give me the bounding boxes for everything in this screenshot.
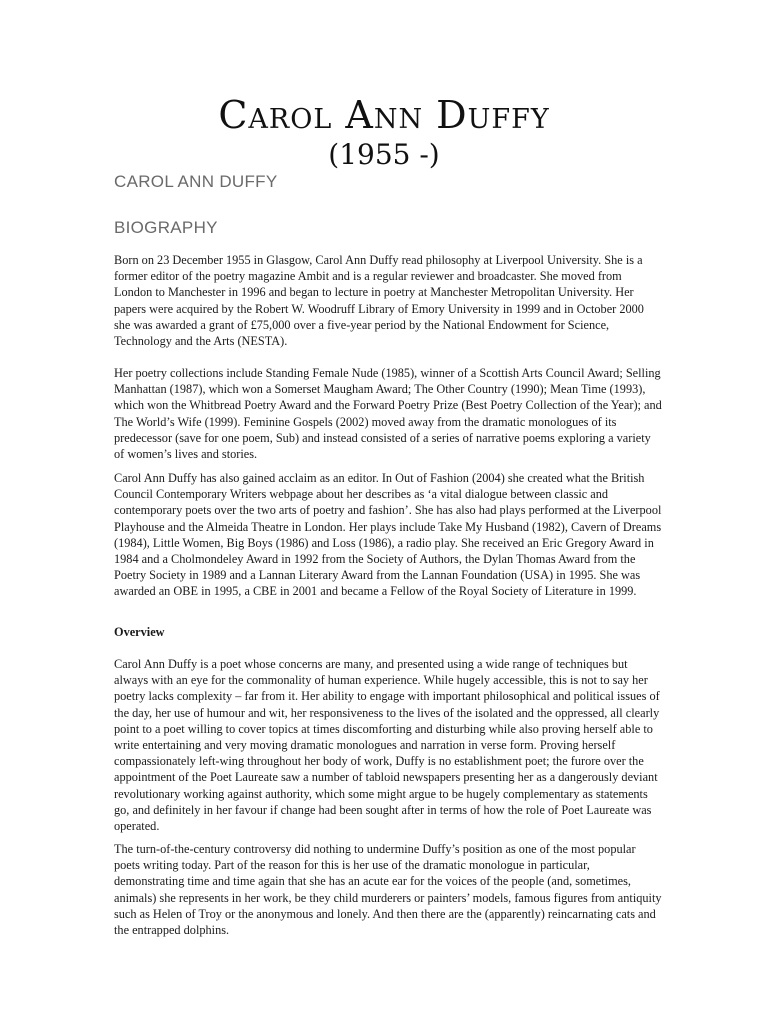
paragraph-text: Carol Ann Duffy has also gained acclaim as an editor. In Out of Fashion (2004) she created what the British Council Contemporary Writers webpage about her describes as ‘a vital dialogue between classic and contemporary poets over the two arts of poetry and fashion’. She has also had plays performed at the Liverpool Playhouse and the Almeida Theatre in London. Her plays include Take My Husband (1982), Cavern of Dreams (1984), Little Women, Big Boys (1986) and Loss (1986), a radio play. She received an Eric Gregory Award in 1984 and a Cholmondeley Award in 1992 from the Society of Authors, the Dylan Thomas Award from the Poetry Society in 1989 and a Lannan Literary Award from the Lannan Foundation (USA) in 1995. She was awarded an OBE in 1995, a CBE in 2001 and became a Fellow of the Royal Society of Literature in 1999. bbox=[114, 471, 662, 599]
biography-heading: BIOGRAPHY bbox=[114, 218, 218, 237]
paragraph-text: Her poetry collections include Standing Female Nude (1985), winner of a Scottish Arts Council Award; Selling Manhattan (1987), which won a Somerset Maugham Award; The Other Country (1990); Mean Time (1993), which won the Whitbread Poetry Award and the Forward Poetry Prize (Best Poetry Collection of the Year); and The World’s Wife (1999). Feminine Gospels (2002) moved away from the dramatic monologues of its predecessor (save for one poem, Sub) and instead consisted of a series of narrative poems exploring a variety of women’s lives and stories. bbox=[114, 366, 662, 462]
overview-paragraph-1 bbox=[114, 656, 662, 834]
document-title: Carol Ann Duffy bbox=[218, 93, 550, 137]
biography-paragraph-2 bbox=[114, 365, 662, 462]
paragraph-text: Carol Ann Duffy is a poet whose concerns are many, and presented using a wide range of techniques but always with an eye for the commonality of human experience. While hugely accessible, this is not to say her poetry lacks complexity – far from it. Her ability to engage with important philosophical and political issues of the day, her use of humour and wit, her responsiveness to the lives of the isolated and the oppressed, all clearly point to a poet willing to cover topics at times discomforting and disturbing while also proving herself able to write entertaining and very moving dramatic monologues and narration in verse form. Proving herself compassionately left-wing throughout her body of work, Duffy is no establishment poet; the furore over the appointment of the Poet Laureate saw a number of tabloid newspapers presenting her as a dangerously deviant revolutionary working against authority, which some might argue to be hugely complementary as statements go, and definitely in her favour if change had been sought after in terms of how the role of Poet Laureate was operated. bbox=[114, 657, 660, 834]
author-dates: (1955 -) bbox=[328, 138, 440, 171]
biography-paragraph-1 bbox=[114, 252, 662, 349]
overview-paragraph-2 bbox=[114, 841, 662, 938]
author-name-heading: CAROL ANN DUFFY bbox=[114, 172, 278, 191]
paragraph-text: Born on 23 December 1955 in Glasgow, Carol Ann Duffy read philosophy at Liverpool University. She is a former editor of the poetry magazine Ambit and is a regular reviewer and broadcaster. She moved from London to Manchester in 1996 and began to lecture in poetry at Manchester Metropolitan University. Her papers were acquired by the Robert W. Woodruff Library of Emory University in 1999 and in October 2000 she was awarded a grant of £75,000 over a five-year period by the National Endowment for Science, Technology and the Arts (NESTA). bbox=[114, 253, 644, 349]
biography-paragraph-3 bbox=[114, 470, 662, 600]
paragraph-text: The turn-of-the-century controversy did nothing to undermine Duffy’s position as one of the most popular poets writing today. Part of the reason for this is her use of the dramatic monologue in particular, demonstrating time and time again that she has an acute ear for the voices of the people (and, sometimes, animals) she represents in her work, be they child murderers or painters’ models, famous figures from antiquity such as Helen of Troy or the anonymous and lonely. And then there are the (apparently) reincarnating cats and the entrapped dolphins. bbox=[114, 842, 662, 938]
overview-heading: Overview bbox=[114, 625, 165, 639]
